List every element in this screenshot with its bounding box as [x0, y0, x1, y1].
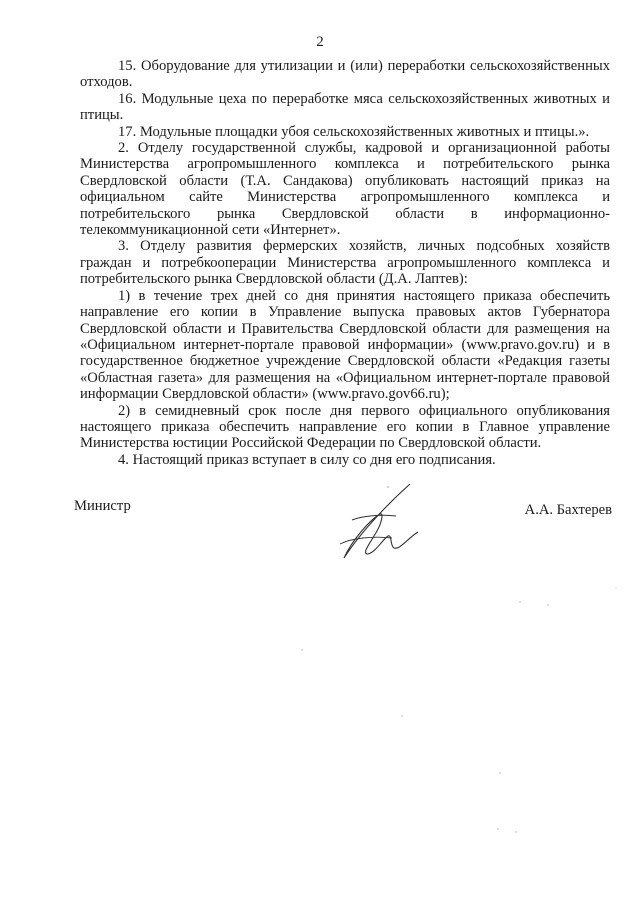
paragraph-clause-3: 3. Отделу развития фермерских хозяйств, личных подсобных хозяйств граждан и потребкооперации Министерства агропромышленного комплекса и потребительского рынка Свердловской области (Д.А. Лаптев): [80, 238, 610, 288]
signer-name: А.А. Бахтерев [524, 502, 612, 518]
paragraph-subclause-2: 2) в семидневный срок после дня первого официального опубликования настоящего приказа обеспечить направление его копии в Главное управление Министерства юстиции Российской Федерации по Свердловской области. [80, 402, 610, 452]
page-number: 2 [316, 34, 324, 50]
handwritten-signature [322, 480, 442, 568]
paragraph-item-15: 15. Оборудование для утилизации и (или) переработки сельскохозяйственных отходов. [80, 58, 610, 91]
paragraph-item-16: 16. Модульные цеха по переработке мяса сельскохозяйственных животных и птицы. [80, 90, 610, 124]
signature-block [74, 498, 612, 578]
paragraph-item-17: 17. Модульные площадки убоя сельскохозяйственных животных и птицы.». [118, 123, 590, 140]
signer-title: Министр [74, 498, 131, 514]
paragraph-clause-4: 4. Настоящий приказ вступает в силу со дня его подписания. [118, 451, 496, 468]
document-body [80, 58, 610, 468]
paragraph-subclause-1: 1) в течение трех дней со дня принятия настоящего приказа обеспечить направление его копии в Управление выпуска правовых актов Губернатора Свердловской области и Правительства Свердловской области для размещения на «Официальном интернет-портале правовой информации» (www.pravo.gov.ru) и в государственное бюджетное учреждение Свердловской области «Редакция газеты «Областная газета» для размещения на «Официальном интернет-портале правовой информации Свердловской области» (www.pravo.gov66.ru); [80, 287, 610, 403]
paragraph-clause-2: 2. Отделу государственной службы, кадровой и организационной работы Министерства агропромышленного комплекса и потребительского рынка Свердловской области (Т.А. Сандакова) опубликовать настоящий приказ на официальном сайте Министерства агропромышленного комплекса и потребительского рынка Свердловской области в информационно-телекоммуникационной сети «Интернет». [80, 140, 610, 239]
